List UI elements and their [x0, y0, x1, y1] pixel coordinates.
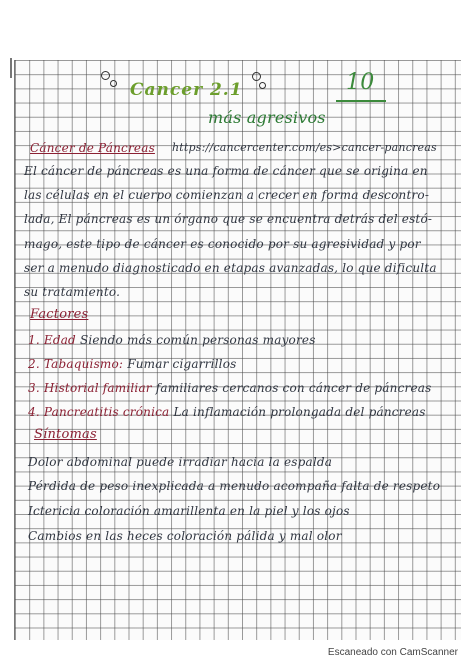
- factor-text: Siendo más común personas mayores: [79, 333, 316, 347]
- factor-text: La inflamación prolongada del páncreas: [173, 405, 426, 419]
- scanner-watermark: Escaneado con CamScanner: [327, 647, 458, 658]
- source-url: https://cancercenter.com/es>cancer-pancreas: [172, 141, 437, 154]
- bubble-doodle: [259, 82, 266, 89]
- page-number-underline: [336, 100, 386, 102]
- page-number: 10: [346, 70, 375, 95]
- symptom-line: Ictericia coloración amarillenta en la piel y los ojos: [28, 504, 350, 518]
- factor-label: 1. Edad: [28, 333, 76, 347]
- symptom-line: Pérdida de peso inexplicada a menudo acompaña falta de respeto: [28, 479, 441, 493]
- margin-mark: [10, 58, 16, 78]
- bubble-doodle: [252, 72, 261, 81]
- factor-label: 3. Historial familiar: [28, 381, 152, 395]
- sintomas-heading: Síntomas: [34, 427, 97, 442]
- factor-label: 4. Pancreatitis crónica: [28, 405, 170, 419]
- bubble-doodle: [110, 80, 117, 87]
- factor-text: familiares cercanos con cáncer de páncreas: [155, 381, 432, 395]
- paragraph-line: las células en el cuerpo comienzan a crecer en forma descontro-: [24, 188, 430, 202]
- factor-label: 2. Tabaquismo:: [28, 357, 124, 371]
- factor-item: [28, 358, 237, 370]
- factores-heading: Factores: [30, 307, 89, 322]
- symptom-line: Cambios en las heces coloración pálida y mal olor: [28, 529, 342, 543]
- page-subtitle: más agresivos: [208, 108, 326, 127]
- paragraph-line: mago, este tipo de cáncer es conocido por su agresividad y por: [24, 237, 421, 251]
- paragraph-line: su tratamiento.: [24, 285, 121, 299]
- factor-text: Fumar cigarrillos: [127, 357, 237, 371]
- paragraph-line: ser a menudo diagnosticado en etapas avanzadas, lo que dificulta: [24, 261, 437, 275]
- paragraph-line: El cáncer de páncreas es una forma de cáncer que se origina en: [24, 164, 428, 178]
- bubble-doodle: [101, 71, 110, 80]
- factor-item: [28, 334, 316, 346]
- symptom-line: Dolor abdominal puede irradiar hacia la espalda: [28, 455, 333, 469]
- factor-item: [28, 406, 426, 418]
- topic-heading: Cáncer de Páncreas: [30, 141, 155, 155]
- paragraph-line: lada, El páncreas es un órgano que se encuentra detrás del estó-: [24, 212, 433, 226]
- factor-item: [28, 382, 431, 394]
- page-title: Cancer 2.1: [130, 80, 243, 100]
